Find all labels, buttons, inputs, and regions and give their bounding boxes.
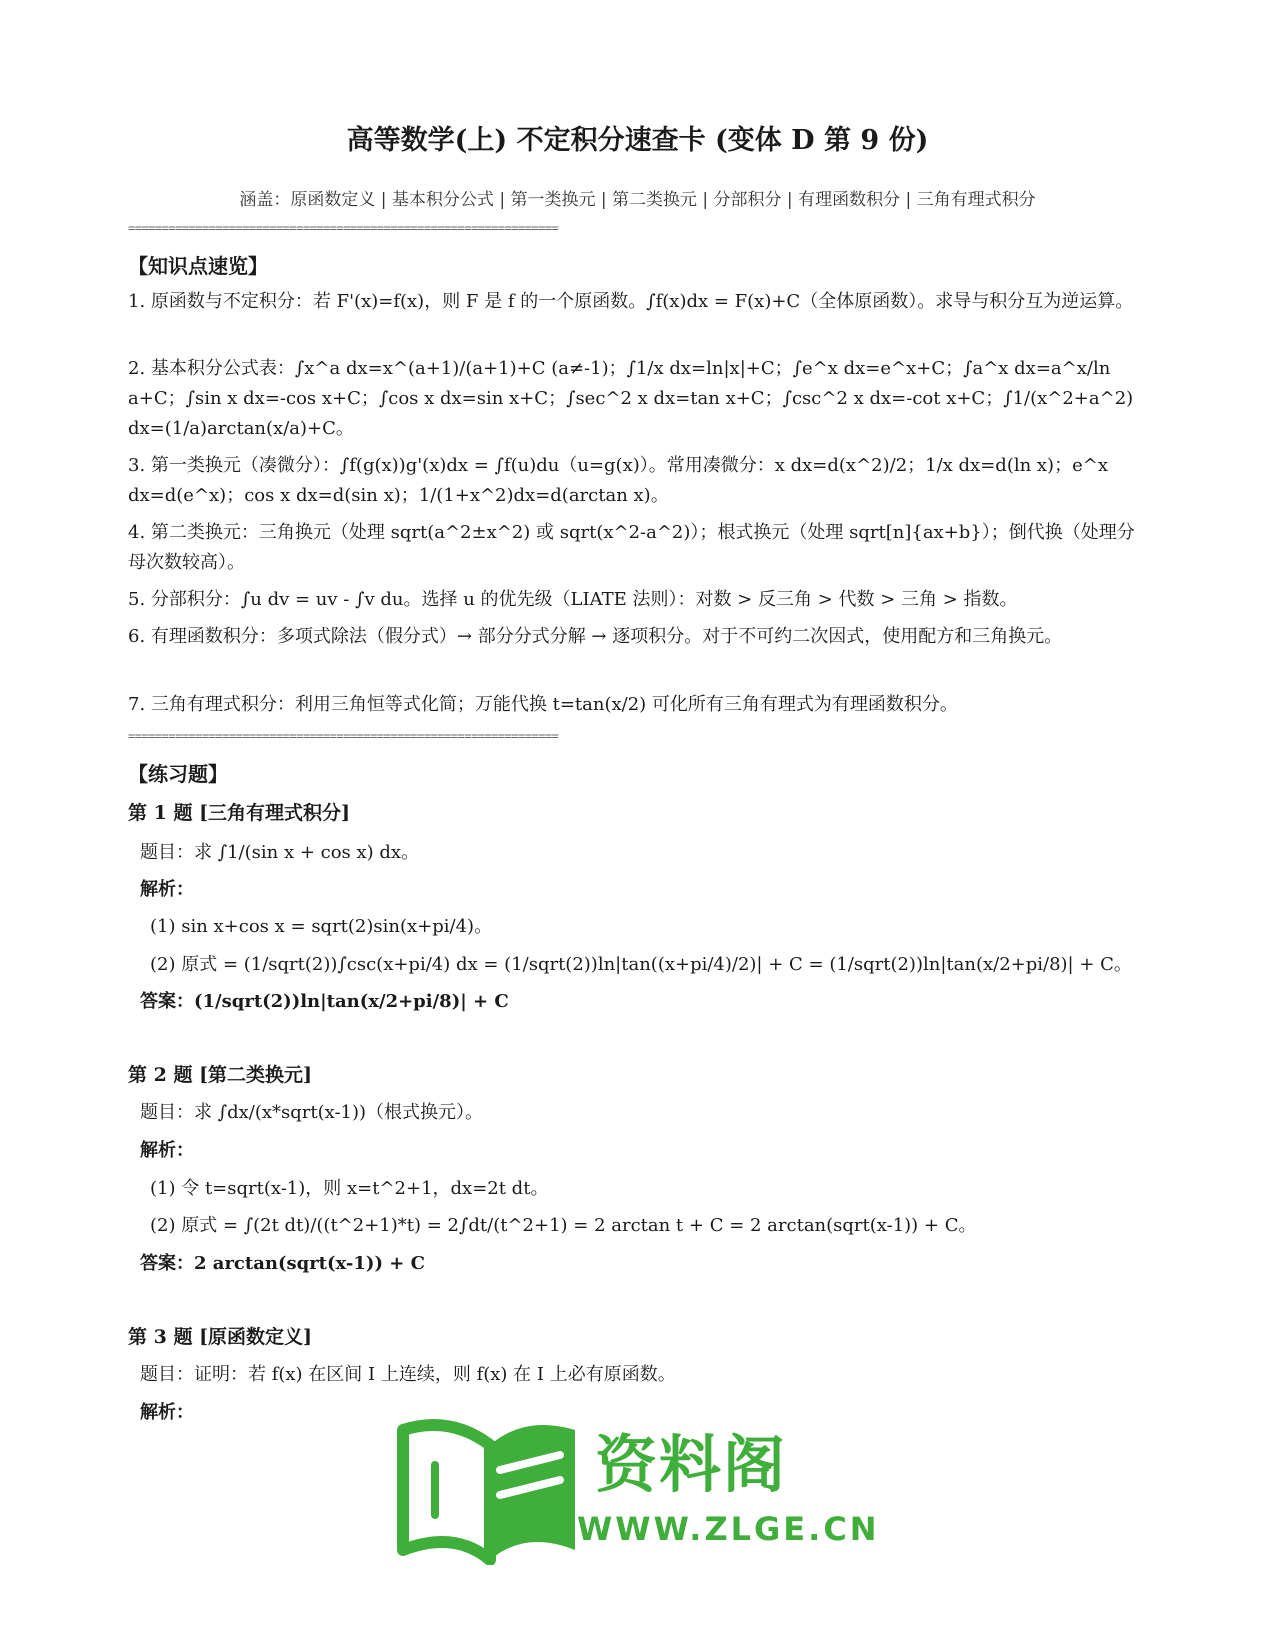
question-heading: 第 3 题 [原函数定义] [128, 1326, 313, 1348]
answer-text: 答案：2 arctan(sqrt(x-1)) + C [140, 1253, 425, 1274]
question-prompt: 题目：证明：若 f(x) 在区间 I 上连续，则 f(x) 在 I 上必有原函数。 [140, 1364, 676, 1385]
analysis-step: (1) sin x+cos x = sqrt(2)sin(x+pi/4)。 [150, 916, 493, 937]
watermark-url: WWW.ZLGE.CN [577, 1510, 880, 1548]
knowledge-heading: 【知识点速览】 [128, 254, 268, 278]
knowledge-item-2: 2. 基本积分公式表：∫x^a dx=x^(a+1)/(a+1)+C (a≠-1)；∫1/x dx=ln|x|+C；∫e^x dx=e^x+C；∫a^x dx=a^x/ln a+C；∫sin x dx=-cos x+C；∫cos x dx=sin x+C；∫sec^2 x dx=tan x+C；∫csc^2 x dx=-cot x+C；∫1/(x^2+a^2) dx=(1/a)arctan(x/a)+C。 [128, 358, 1134, 439]
analysis-label: 解析： [140, 1140, 194, 1161]
practice-heading: 【练习题】 [128, 762, 228, 786]
divider-rule: ================================================================ [128, 221, 559, 235]
knowledge-item-1: 1. 原函数与不定积分：若 F'(x)=f(x)，则 F 是 f 的一个原函数。∫f(x)dx = F(x)+C（全体原函数）。求导与积分互为逆运算。 [128, 291, 1134, 312]
question-heading: 第 1 题 [三角有理式积分] [128, 802, 351, 824]
answer-text: 答案：(1/sqrt(2))ln|tan(x/2+pi/8)| + C [140, 991, 509, 1012]
analysis-step: (2) 原式 = ∫(2t dt)/((t^2+1)*t) = 2∫dt/(t^2+1) = 2 arctan t + C = 2 arctan(sqrt(x-1)) + C。 [150, 1215, 977, 1236]
knowledge-item-3: 3. 第一类换元（凑微分）：∫f(g(x))g'(x)dx = ∫f(u)du（u=g(x)）。常用凑微分：x dx=d(x^2)/2；1/x dx=d(ln x)；e^x dx=d(e^x)；cos x dx=d(sin x)；1/(1+x^2)dx=d(arctan x)。 [128, 455, 1108, 506]
open-book-icon [395, 1410, 585, 1565]
knowledge-item-7: 7. 三角有理式积分：利用三角恒等式化简；万能代换 t=tan(x/2) 可化所有三角有理式为有理函数积分。 [128, 694, 958, 715]
question-prompt: 题目：求 ∫1/(sin x + cos x) dx。 [140, 842, 420, 863]
page-subtitle: 涵盖：原函数定义 | 基本积分公式 | 第一类换元 | 第二类换元 | 分部积分 | 有理函数积分 | 三角有理式积分 [239, 190, 1036, 210]
divider-rule: ================================================================ [128, 729, 559, 743]
analysis-step: (2) 原式 = (1/sqrt(2))∫csc(x+pi/4) dx = (1/sqrt(2))ln|tan((x+pi/4)/2)| + C = (1/sqrt(2))ln|tan(x/2+pi/8)| + C。 [150, 954, 1132, 975]
question-heading: 第 2 题 [第二类换元] [128, 1064, 313, 1086]
watermark-logo [395, 1410, 880, 1570]
knowledge-item-6: 6. 有理函数积分：多项式除法（假分式）→ 部分分式分解 → 逐项积分。对于不可约二次因式，使用配方和三角换元。 [128, 626, 1063, 647]
analysis-step: (1) 令 t=sqrt(x-1)，则 x=t^2+1，dx=2t dt。 [150, 1178, 549, 1199]
knowledge-item-4: 4. 第二类换元：三角换元（处理 sqrt(a^2±x^2) 或 sqrt(x^2-a^2)）；根式换元（处理 sqrt[n]{ax+b}）；倒代换（处理分母次数较高）。 [128, 522, 1135, 573]
knowledge-item-5: 5. 分部积分：∫u dv = uv - ∫v du。选择 u 的优先级（LIATE 法则）：对数 > 反三角 > 代数 > 三角 > 指数。 [128, 589, 1018, 610]
analysis-label: 解析： [140, 879, 194, 900]
page-title: 高等数学(上) 不定积分速查卡 (变体 D 第 9 份) [346, 125, 929, 156]
question-prompt: 题目：求 ∫dx/(x*sqrt(x-1))（根式换元）。 [140, 1102, 484, 1123]
watermark-name: 资料阁 [595, 1428, 788, 1501]
analysis-label: 解析： [140, 1402, 194, 1423]
